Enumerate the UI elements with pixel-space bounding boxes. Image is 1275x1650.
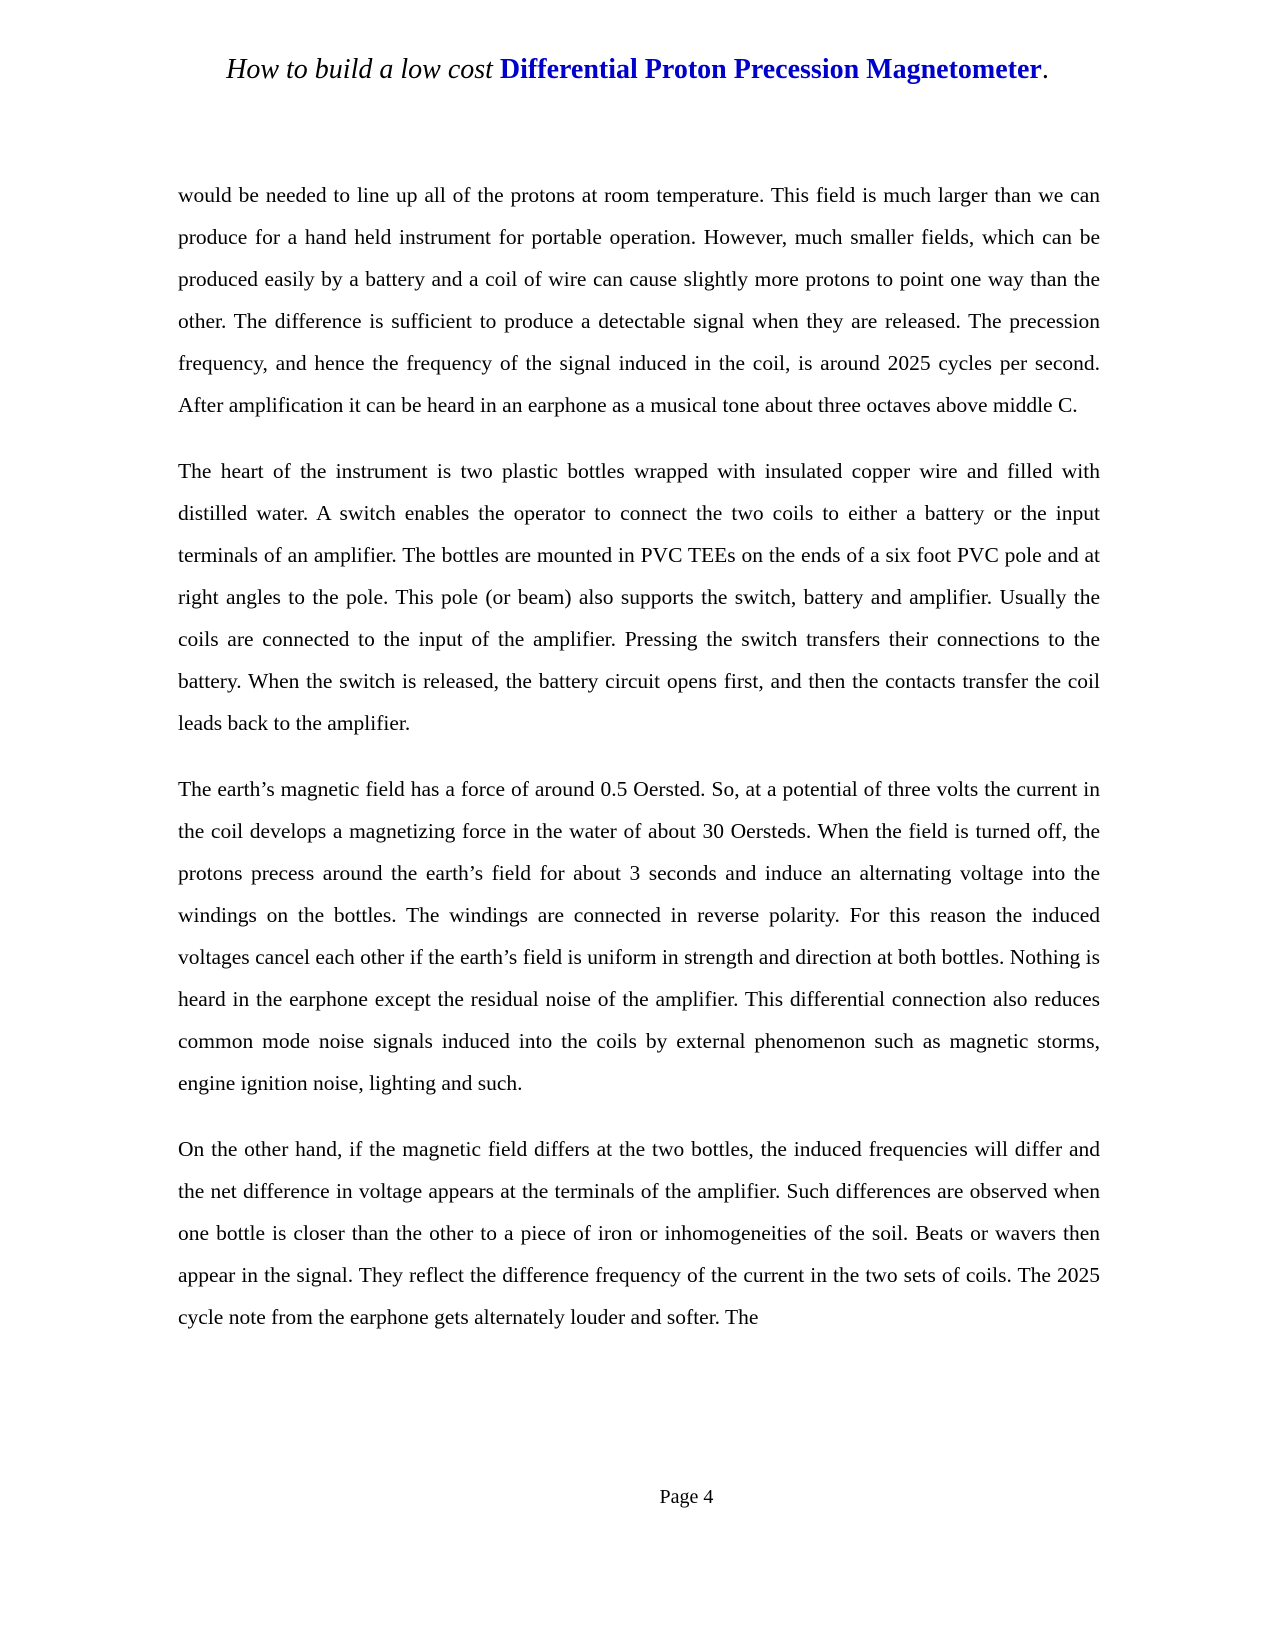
title-main: Differential Proton Precession Magnetometer [499,54,1042,85]
paragraph-4: On the other hand, if the magnetic field differs at the two bottles, the induced frequencies will differ and the net difference in voltage appears at the terminals of the amplifier. Such differences are observed when one bottle is closer than the other to a piece of iron or inhomogeneities of the soil. Beats or wavers then appear in the signal. They reflect the difference frequency of the current in the two sets of coils. The 2025 cycle note from the earphone gets alternately louder and softer. The [178,1137,1100,1329]
page-number: Page 4 [659,1486,714,1508]
title-prefix: How to build a low cost [226,54,500,85]
paragraph-1: would be needed to line up all of the protons at room temperature. This field is much larger than we can produce for a hand held instrument for portable operation. However, much smaller fields, which can be produced easily by a battery and a coil of wire can cause slightly more protons to point one way than the other. The difference is sufficient to produce a detectable signal when they are released. The precession frequency, and hence the frequency of the signal induced in the coil, is around 2025 cycles per second. After amplification it can be heard in an earphone as a musical tone about three octaves above middle C. [178,183,1100,417]
paragraph-2: The heart of the instrument is two plastic bottles wrapped with insulated copper wire and filled with distilled water. A switch enables the operator to connect the two coils to either a battery or the input terminals of an amplifier. The bottles are mounted in PVC TEEs on the ends of a six foot PVC pole and at right angles to the pole. This pole (or beam) also supports the switch, battery and amplifier. Usually the coils are connected to the input of the amplifier. Pressing the switch transfers their connections to the battery. When the switch is released, the battery circuit opens first, and then the contacts transfer the coil leads back to the amplifier. [178,459,1100,735]
document-body [178,174,1100,1338]
paragraph-3: The earth’s magnetic field has a force of around 0.5 Oersted. So, at a potential of three volts the current in the coil develops a magnetizing force in the water of about 30 Oersteds. When the field is turned off, the protons precess around the earth’s field for about 3 seconds and induce an alternating voltage into the windings on the bottles. The windings are connected in reverse polarity. For this reason the induced voltages cancel each other if the earth’s field is uniform in strength and direction at both bottles. Nothing is heard in the earphone except the residual noise of the amplifier. This differential connection also reduces common mode noise signals induced into the coils by external phenomenon such as magnetic storms, engine ignition noise, lighting and such. [178,777,1100,1095]
page-title [0,52,1275,88]
title-period: . [1041,54,1049,85]
